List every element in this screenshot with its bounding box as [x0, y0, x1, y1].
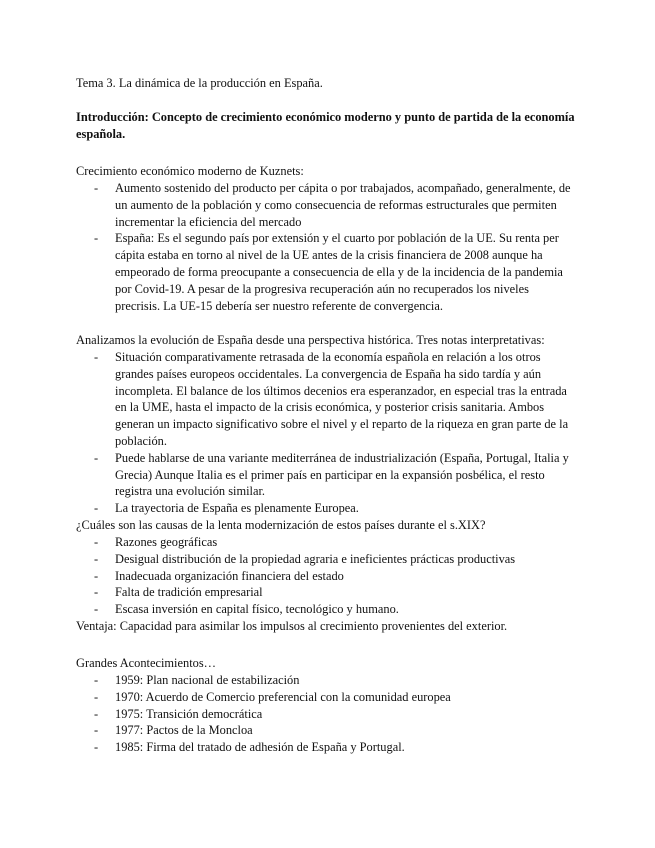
- list-item: [76, 349, 576, 450]
- events-list: [76, 672, 576, 756]
- list-item-text: Situación comparativamente retrasada de la economía española en relación a los otros grandes países europeos occidentales. La convergencia de España ha sido tardía y aún incompleta. El balance de los últimos decenios era esperanzador, en especial tras la entrada en la UME, hasta el impacto de la crisis económica, y posterior crisis sanitaria. Ambos generan un impacto significativo sobre el nivel y el reparto de la riqueza en gran parte de la población.: [115, 350, 569, 448]
- causes-list: [76, 534, 576, 618]
- dash-bullet: -: [94, 535, 99, 549]
- dash-bullet: -: [94, 689, 99, 704]
- list-item-text: 1985: Firma del tratado de adhesión de España y Portugal.: [115, 740, 405, 755]
- list-item: [76, 672, 576, 689]
- list-item: [76, 689, 576, 706]
- dash-bullet: -: [94, 740, 99, 755]
- list-item-text: Razones geográficas: [115, 535, 218, 549]
- list-item: [76, 739, 576, 756]
- list-item-text: 1975: Transición democrática: [115, 706, 263, 721]
- list-item-text: 1977: Pactos de la Moncloa: [115, 723, 253, 738]
- document-title: Tema 3. La dinámica de la producción en España.: [76, 76, 323, 90]
- list-item: [76, 551, 576, 568]
- causes-question: ¿Cuáles son las causas de la lenta modernización de estos países durante el s.XIX?: [76, 518, 486, 532]
- list-item: [76, 180, 576, 230]
- list-item: [76, 534, 576, 551]
- list-item-text: 1959: Plan nacional de estabilización: [115, 673, 300, 687]
- dash-bullet: -: [94, 585, 99, 600]
- list-item-text: Aumento sostenido del producto per cápita o por trabajados, acompañado, generalmente, de un aumento de la población y como consecuencia de reformas estructurales que permiten incrementar la eficiencia del mercado: [115, 181, 571, 229]
- list-item: [76, 230, 576, 314]
- list-item-text: Inadecuada organización financiera del estado: [115, 568, 344, 583]
- list-item-text: Puede hablarse de una variante mediterránea de industrialización (España, Portugal, Italia y Grecia) Aunque Italia es el primer país en participar en la expansión posbélica, el resto registra una evolución similar.: [115, 450, 569, 499]
- dash-bullet: -: [94, 551, 99, 566]
- list-item: [76, 601, 576, 618]
- list-item: [76, 568, 576, 585]
- dash-bullet: -: [94, 723, 99, 738]
- list-item-text: España: Es el segundo país por extensión y el cuarto por población de la UE. Su renta per cápita estaba en torno al nivel de la UE antes de la crisis financiera de 2008 aunque ha empeorado de forma preocupante a consecuencia de ella y de la incidencia de la pandemia por Covid-19. A pesar de la progresiva recuperación aún no recuperados los niveles precrisis. La UE-15 debería ser nuestro referente de convergencia.: [115, 231, 563, 313]
- dash-bullet: -: [94, 602, 99, 617]
- list-item-text: Escasa inversión en capital físico, tecnológico y humano.: [115, 602, 399, 617]
- analysis-label: Analizamos la evolución de España desde una perspectiva histórica. Tres notas interpretativas:: [76, 333, 545, 347]
- advantage-text: Ventaja: Capacidad para asimilar los impulsos al crecimiento provenientes del exterior.: [76, 619, 508, 633]
- list-item-text: Falta de tradición empresarial: [115, 585, 263, 600]
- list-item: [76, 500, 576, 517]
- events-label: Grandes Acontecimientos…: [76, 656, 217, 670]
- dash-bullet: -: [94, 501, 99, 516]
- dash-bullet: -: [94, 450, 99, 465]
- list-item-text: Desigual distribución de la propiedad agraria e ineficientes prácticas productivas: [115, 551, 516, 566]
- list-item: [76, 584, 576, 601]
- dash-bullet: -: [94, 181, 99, 195]
- dash-bullet: -: [94, 350, 99, 364]
- analysis-list: [76, 349, 576, 517]
- kuznets-label: Crecimiento económico moderno de Kuznets:: [76, 164, 304, 178]
- dash-bullet: -: [94, 231, 99, 246]
- kuznets-list: [76, 180, 576, 314]
- intro-heading: Introducción: Concepto de crecimiento económico moderno y punto de partida de la economía española.: [76, 110, 575, 141]
- list-item: [76, 450, 576, 500]
- dash-bullet: -: [94, 706, 99, 721]
- dash-bullet: -: [94, 673, 99, 687]
- list-item-text: La trayectoria de España es plenamente Europea.: [115, 501, 359, 516]
- list-item-text: 1970: Acuerdo de Comercio preferencial con la comunidad europea: [115, 689, 451, 704]
- list-item: [76, 706, 576, 723]
- dash-bullet: -: [94, 568, 99, 583]
- list-item: [76, 722, 576, 739]
